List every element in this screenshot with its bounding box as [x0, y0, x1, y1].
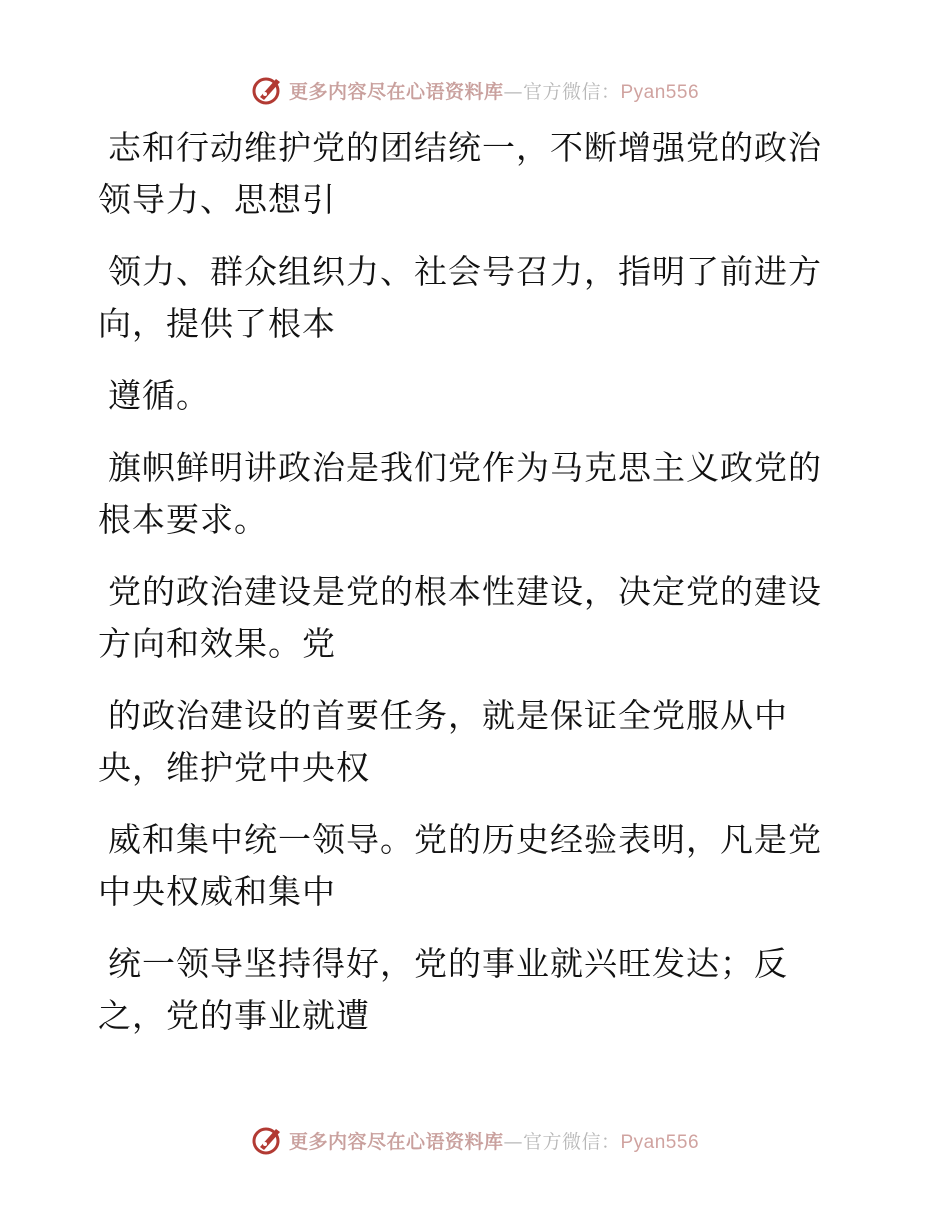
paragraph-line: 央，维护党中央权 [98, 748, 370, 787]
paragraph-line: 领导力、思想引 [98, 180, 336, 219]
paragraph-line: 领力、群众组织力、社会号召力，指明了前进方 [108, 252, 822, 291]
pen-nib-circle-icon [251, 73, 285, 107]
paragraph [98, 566, 838, 670]
paragraph-line: 统一领导坚持得好，党的事业就兴旺发达；反 [108, 944, 788, 983]
watermark-text [289, 77, 699, 104]
document-body [98, 122, 838, 1062]
watermark-main-text: 更多内容尽在心语资料库 [288, 80, 504, 103]
watermark-text [289, 1127, 699, 1154]
paragraph [98, 690, 838, 794]
paragraph-line: 的政治建设的首要任务，就是保证全党服从中 [108, 696, 788, 735]
watermark-wechat-label: 官方微信： [522, 80, 621, 103]
header-watermark [0, 70, 950, 110]
paragraph-line: 威和集中统一领导。党的历史经验表明，凡是党 [108, 820, 822, 859]
paragraph [98, 814, 838, 918]
paragraph-line: 中央权威和集中 [98, 872, 336, 911]
paragraph [98, 122, 838, 226]
watermark-wechat-id: Pyan556 [620, 81, 700, 103]
paragraph-line: 旗帜鲜明讲政治是我们党作为马克思主义政党的 [108, 448, 822, 487]
watermark-wechat-label: 官方微信： [522, 1130, 621, 1153]
paragraph-line: 党的政治建设是党的根本性建设，决定党的建设 [108, 572, 822, 611]
paragraph [98, 370, 838, 422]
watermark-wechat-id: Pyan556 [620, 1131, 700, 1153]
pen-nib-circle-icon [251, 1123, 285, 1157]
paragraph-line: 之，党的事业就遭 [98, 996, 370, 1035]
paragraph-line: 根本要求。 [98, 500, 268, 539]
paragraph-line: 志和行动维护党的团结统一，不断增强党的政治 [108, 128, 822, 167]
paragraph-line: 遵循。 [108, 376, 210, 415]
footer-watermark [0, 1120, 950, 1160]
paragraph [98, 442, 838, 546]
paragraph [98, 246, 838, 350]
paragraph-line: 方向和效果。党 [98, 624, 336, 663]
watermark-separator: — [503, 80, 523, 103]
paragraph [98, 938, 838, 1042]
watermark-separator: — [503, 1130, 523, 1153]
paragraph-line: 向，提供了根本 [98, 304, 336, 343]
watermark-main-text: 更多内容尽在心语资料库 [288, 1130, 504, 1153]
